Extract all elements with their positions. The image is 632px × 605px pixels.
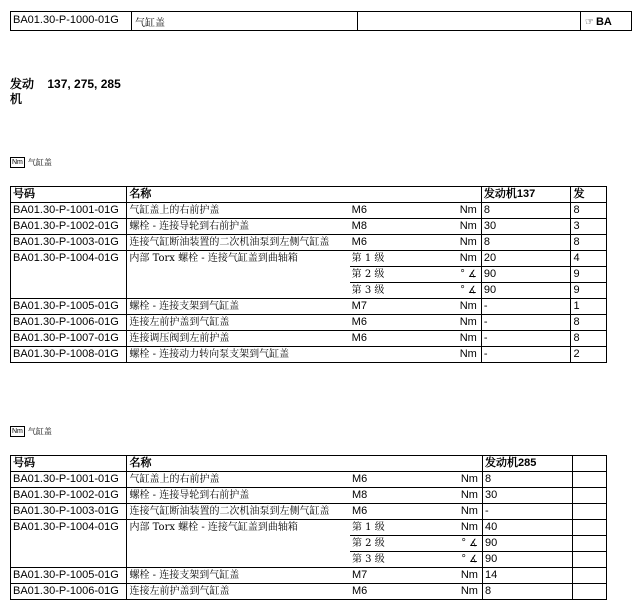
row-code: BA01.30-P-1006-01G <box>11 315 127 331</box>
row-unit: Nm <box>444 315 481 331</box>
table-row <box>11 568 607 584</box>
row-unit: Nm <box>445 568 482 584</box>
row-name: 连接气缸断油装置的二次机油泵到左侧气缸盖 <box>127 235 350 251</box>
row-spec: M8 <box>350 488 445 504</box>
row-extra <box>573 584 607 600</box>
row-name: 螺栓 - 连接导轮到右前护盖 <box>127 219 350 235</box>
row-code: BA01.30-P-1004-01G <box>11 251 127 299</box>
row-spec: M6 <box>350 504 445 520</box>
row-value: 90 <box>481 267 571 283</box>
row-unit <box>444 251 481 267</box>
unit-text: ° <box>460 284 465 296</box>
row-unit <box>445 520 482 536</box>
nm-torque-icon: Nm <box>12 428 23 435</box>
row-unit: Nm <box>444 219 481 235</box>
row-extra <box>573 472 607 488</box>
row-code: BA01.30-P-1007-01G <box>11 331 127 347</box>
unit-text: ° <box>460 268 465 280</box>
torque-section-title <box>10 426 52 437</box>
row-extra: 8 <box>571 203 607 219</box>
table-row-step <box>11 251 607 267</box>
row-extra: 8 <box>571 235 607 251</box>
row-value: - <box>481 331 571 347</box>
row-spec: M8 <box>350 219 445 235</box>
col-header-code: 号码 <box>11 456 127 472</box>
row-unit: Nm <box>445 488 482 504</box>
row-code: BA01.30-P-1008-01G <box>11 347 127 363</box>
row-spec: M6 <box>350 203 445 219</box>
row-value: 30 <box>482 488 572 504</box>
row-extra <box>573 488 607 504</box>
row-extra: 1 <box>571 299 607 315</box>
row-value: - <box>481 347 571 363</box>
row-extra: 4 <box>571 251 607 267</box>
col-header-engine: 发动机137 <box>481 187 571 203</box>
row-code: BA01.30-P-1005-01G <box>11 299 127 315</box>
row-code: BA01.30-P-1003-01G <box>11 504 127 520</box>
row-unit: Nm <box>444 299 481 315</box>
unit-text: Nm <box>459 252 477 264</box>
row-spec: M7 <box>350 299 445 315</box>
cross-reference-text: BA <box>595 16 612 28</box>
table-row-step <box>11 520 607 536</box>
row-code: BA01.30-P-1001-01G <box>11 203 127 219</box>
table-row <box>11 488 607 504</box>
row-extra: 9 <box>571 267 607 283</box>
row-value: 14 <box>482 568 572 584</box>
heading-label-line2: 机 <box>10 92 23 106</box>
unit-text: ° <box>461 537 466 549</box>
angle-icon: ∡ <box>467 269 477 280</box>
table-row <box>11 315 607 331</box>
row-value: 40 <box>482 520 572 536</box>
angle-icon: ∡ <box>469 554 478 565</box>
row-name: 连接左前护盖到气缸盖 <box>127 584 350 600</box>
heading-label-line1: 发动 <box>10 77 35 91</box>
col-header-code: 号码 <box>11 187 127 203</box>
row-unit: Nm <box>445 472 482 488</box>
row-spec: M6 <box>350 584 445 600</box>
row-code: BA01.30-P-1005-01G <box>11 568 127 584</box>
row-code: BA01.30-P-1002-01G <box>11 488 127 504</box>
table-row <box>11 584 607 600</box>
row-name: 连接调压阀到左前护盖 <box>127 331 350 347</box>
table-header-row <box>11 187 607 203</box>
unit-text: ° <box>461 553 466 565</box>
row-unit: Nm <box>444 347 481 363</box>
row-step: 第 1 级 <box>350 520 445 536</box>
row-name: 螺栓 - 连接支架到气缸盖 <box>127 568 350 584</box>
row-name: 气缸盖上的右前护盖 <box>127 472 350 488</box>
row-spec: M6 <box>350 235 445 251</box>
row-extra <box>573 520 607 536</box>
table-row <box>11 347 607 363</box>
row-spec: M6 <box>350 315 445 331</box>
row-unit <box>445 552 482 568</box>
row-name: 气缸盖上的右前护盖 <box>127 203 350 219</box>
row-unit: Nm <box>444 203 481 219</box>
row-value: 8 <box>481 235 571 251</box>
unit-text: Nm <box>460 521 478 533</box>
col-header-extra <box>573 456 607 472</box>
row-unit: Nm <box>444 235 481 251</box>
col-header-extra: 发 <box>571 187 607 203</box>
row-value: 20 <box>481 251 571 267</box>
col-header-name: 名称 <box>127 187 481 203</box>
row-unit: Nm <box>445 504 482 520</box>
torque-table <box>10 186 607 363</box>
row-step: 第 1 级 <box>350 251 445 267</box>
row-name: 螺栓 - 连接支架到气缸盖 <box>127 299 350 315</box>
row-step: 第 2 级 <box>350 267 445 283</box>
row-extra <box>573 504 607 520</box>
row-name: 连接气缸断油装置的二次机油泵到左侧气缸盖 <box>127 504 350 520</box>
doc-title: 气缸盖 <box>132 12 358 30</box>
table-row <box>11 331 607 347</box>
row-value: 90 <box>482 536 572 552</box>
row-extra: 8 <box>571 315 607 331</box>
engine-heading <box>10 77 121 107</box>
row-extra: 8 <box>571 331 607 347</box>
doc-code: BA01.30-P-1000-01G <box>11 12 132 30</box>
row-extra: 3 <box>571 219 607 235</box>
row-extra <box>573 536 607 552</box>
row-code: BA01.30-P-1002-01G <box>11 219 127 235</box>
section-title-text: 气缸盖 <box>27 158 52 167</box>
table-row <box>11 235 607 251</box>
row-value: - <box>482 504 572 520</box>
document-header-bar <box>10 11 632 31</box>
row-code: BA01.30-P-1006-01G <box>11 584 127 600</box>
row-unit: Nm <box>445 584 482 600</box>
row-unit: Nm <box>444 331 481 347</box>
angle-icon: ∡ <box>467 285 477 296</box>
row-unit <box>444 267 481 283</box>
row-step: 第 3 级 <box>350 283 445 299</box>
row-value: 90 <box>482 552 572 568</box>
table-row <box>11 504 607 520</box>
table-header-row <box>11 456 607 472</box>
row-spec <box>350 347 445 363</box>
row-code: BA01.30-P-1001-01G <box>11 472 127 488</box>
row-name: 连接左前护盖到气缸盖 <box>127 315 350 331</box>
table-row <box>11 472 607 488</box>
heading-engines: 137, 275, 285 <box>47 77 121 91</box>
row-name: 内部 Torx 螺栓 - 连接气缸盖到曲轴箱 <box>127 251 350 299</box>
row-extra: 9 <box>571 283 607 299</box>
row-value: - <box>481 299 571 315</box>
nm-torque-icon: Nm <box>12 159 23 166</box>
table-row <box>11 219 607 235</box>
row-step: 第 3 级 <box>350 552 445 568</box>
row-name: 螺栓 - 连接动力转向泵支架到气缸盖 <box>127 347 350 363</box>
row-step: 第 2 级 <box>350 536 445 552</box>
row-code: BA01.30-P-1003-01G <box>11 235 127 251</box>
row-spec: M6 <box>350 472 445 488</box>
row-extra: 2 <box>571 347 607 363</box>
pointing-hand-icon: ☞ <box>585 16 594 28</box>
table-row <box>11 203 607 219</box>
row-spec: M6 <box>350 331 445 347</box>
row-extra <box>573 568 607 584</box>
row-value: 8 <box>481 203 571 219</box>
table-row <box>11 299 607 315</box>
section-title-text: 气缸盖 <box>27 427 52 436</box>
row-code: BA01.30-P-1004-01G <box>11 520 127 568</box>
doc-header-blank <box>358 12 581 30</box>
row-value: 8 <box>482 584 572 600</box>
col-header-engine: 发动机285 <box>482 456 572 472</box>
row-name: 内部 Torx 螺栓 - 连接气缸盖到曲轴箱 <box>127 520 350 568</box>
row-value: 8 <box>482 472 572 488</box>
row-value: 30 <box>481 219 571 235</box>
torque-section-title <box>10 157 52 168</box>
torque-table <box>10 455 607 600</box>
row-value: 90 <box>481 283 571 299</box>
row-value: - <box>481 315 571 331</box>
cross-reference-link[interactable] <box>581 12 631 30</box>
col-header-name: 名称 <box>127 456 482 472</box>
row-spec: M7 <box>350 568 445 584</box>
row-name: 螺栓 - 连接导轮到右前护盖 <box>127 488 350 504</box>
angle-icon: ∡ <box>469 538 478 549</box>
row-unit <box>444 283 481 299</box>
row-unit <box>445 536 482 552</box>
row-extra <box>573 552 607 568</box>
